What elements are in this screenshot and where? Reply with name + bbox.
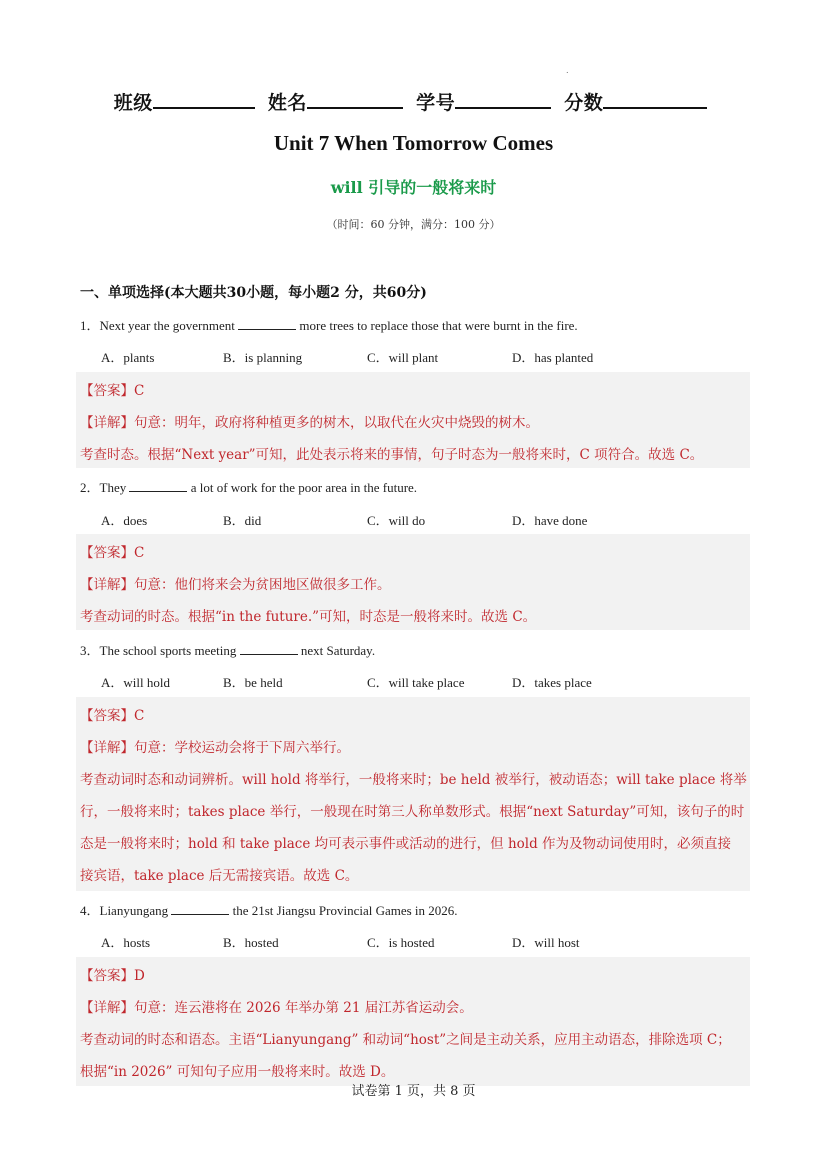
answer-blank [238,317,296,330]
explanation-line: 【详解】句意：明年，政府将种植更多的树木，以取代在火灾中烧毁的树木。 [80,415,539,431]
answer-blank [240,642,298,655]
explanation-line: 态是一般将来时；hold 和 take place 均可表示事件或活动的进行，但 hold 作为及物动词使用时，必须直接 [80,836,732,852]
explanation-line: 考查动词的时态。根据“in the future.”可知，时态是一般将来时。故选 C。 [80,609,537,625]
student-info-header [0,88,827,115]
explanation-line: 根据“in 2026” 可知句子应用一般将来时。故选 D。 [80,1064,395,1080]
explanation-line: 【详解】句意：连云港将在 2026 年举办第 21 届江苏省运动会。 [80,1000,473,1016]
question-text: 3．The school sports meeting [80,643,240,658]
name-blank[interactable] [307,89,403,109]
option-c[interactable]: C．will take place [367,675,465,690]
question-text: more trees to replace those that were burnt in the fire. [296,318,578,333]
question-1 [80,315,578,334]
option-c[interactable]: C．will do [367,513,426,528]
answer-box-1 [76,372,750,468]
answer-blank [171,902,229,915]
explanation-line: 【详解】句意：学校运动会将于下周六举行。 [80,740,350,756]
page-footer: 试卷第 1 页，共 8 页 [351,1084,476,1099]
option-a[interactable]: A．hosts [101,935,151,950]
page-subtitle: will 引导的一般将来时 [330,178,497,197]
option-b[interactable]: B．did [223,513,262,528]
page-title: Unit 7 When Tomorrow Comes [273,131,554,155]
score-label: 分数 [564,92,604,114]
explanation-line: 【详解】句意：他们将来会为贫困地区做很多工作。 [80,577,391,593]
option-d[interactable]: D．has planted [512,350,594,365]
option-b[interactable]: B．be held [223,675,283,690]
question-text: a lot of work for the poor area in the future. [187,480,418,495]
question-text: 1．Next year the government [80,318,239,333]
explanation-line: 行，一般将来时；takes place 举行，一般现在时第三人称单数形式。根据“next Saturday”可知，该句子的时 [80,804,745,820]
answer-line: 【答案】C [80,708,145,724]
class-label: 班级 [113,92,153,114]
time-info: （时间：60 分钟，满分：100 分） [326,218,501,231]
question-text: 2．They [80,480,130,495]
name-label: 姓名 [267,92,307,114]
option-a[interactable]: A．does [101,513,148,528]
option-d[interactable]: D．have done [512,513,588,528]
class-blank[interactable] [153,89,255,109]
question-text: 4．Lianyungang [80,903,172,918]
option-c[interactable]: C．is hosted [367,935,435,950]
option-c[interactable]: C．will plant [367,350,439,365]
question-text: the 21st Jiangsu Provincial Games in 2026. [229,903,458,918]
option-a[interactable]: A．plants [101,350,155,365]
option-a[interactable]: A．will hold [101,675,170,690]
answer-line: 【答案】C [80,545,145,561]
answer-box-3 [76,697,750,891]
question-2 [80,477,417,496]
corner-dot: . [566,66,569,75]
answer-line: 【答案】C [80,383,145,399]
score-blank[interactable] [603,89,707,109]
question-3 [80,640,375,659]
id-label: 学号 [416,92,456,114]
answer-box-4 [76,957,750,1086]
option-b[interactable]: B．hosted [223,935,279,950]
section-heading: 一、单项选择(本大题共30小题，每小题2 分，共60分) [80,285,427,301]
id-blank[interactable] [455,89,551,109]
option-d[interactable]: D．will host [512,935,580,950]
explanation-line: 考查时态。根据“Next year”可知，此处表示将来的事情，句子时态为一般将来时，C 项符合。故选 C。 [80,447,704,463]
answer-blank [129,479,187,492]
explanation-line: 考查动词的时态和语态。主语“Lianyungang” 和动词“host”之间是主动关系，应用主动语态，排除选项 C； [80,1032,731,1048]
answer-line: 【答案】D [80,968,145,984]
question-text: next Saturday. [297,643,376,658]
option-b[interactable]: B．is planning [223,350,303,365]
answer-box-2 [76,534,750,630]
option-d[interactable]: D．takes place [512,675,592,690]
question-4 [80,900,458,919]
explanation-line: 接宾语，take place 后无需接宾语。故选 C。 [80,868,359,884]
explanation-line: 考查动词时态和动词辨析。will hold 将举行，一般将来时；be held 被举行，被动语态；will take place 将举 [80,772,747,788]
